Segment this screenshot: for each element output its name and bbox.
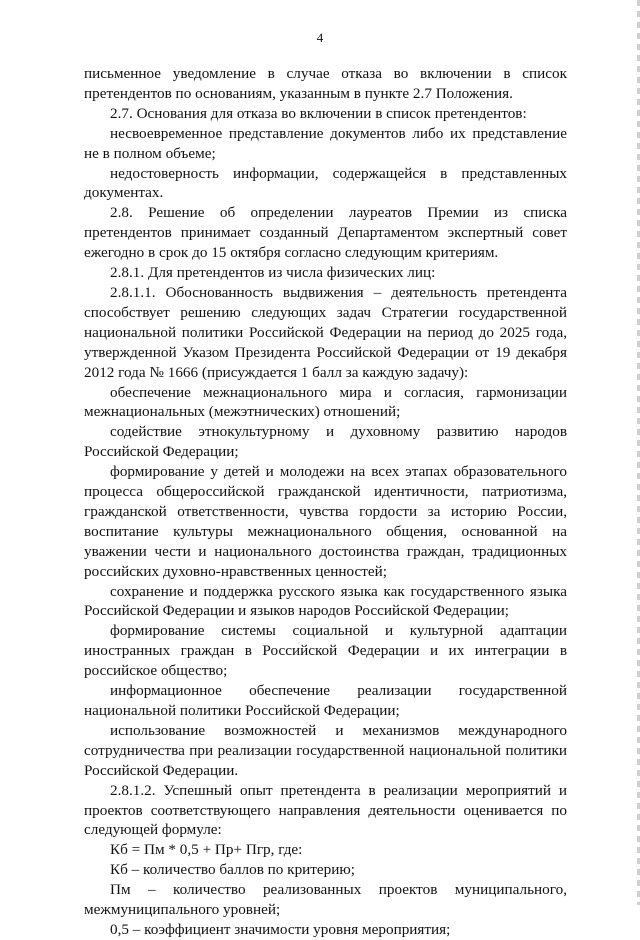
paragraph: письменное уведомление в случае отказа во включении в список претендентов по основаниям, указанным в пункте 2.7 Положения. [84,65,567,102]
document-body [84,64,567,940]
formula-term: Пм – количество реализованных проектов муниципального, межмуниципального уровней; [84,881,567,919]
formula-term: 0,5 – коэффициент значимости уровня мероприятия; [110,920,451,938]
paragraph: несвоевременное представление документов либо их представление не в полном объеме; [84,124,567,162]
paragraph: 2.8. Решение об определении лауреатов Премии из списка претендентов принимает созданный Департаментом экспертный совет ежегодно в срок до 15 октября согласно следующим критериям. [84,204,567,262]
page-number: 4 [316,30,324,45]
paragraph: недостоверность информации, содержащейся в представленных документах. [84,164,567,202]
list-item: обеспечение межнационального мира и согласия, гармонизации межнациональных (межэтнических) отношений; [84,383,567,421]
paragraph: 2.8.1. Для претендентов из числа физических лиц: [110,264,436,282]
formula-term: Кб – количество баллов по критерию; [110,861,355,879]
list-item: формирование у детей и молодежи на всех этапах образовательного процесса общероссийской гражданской идентичности, патриотизма, гражданской ответственности, чувства гордости за историю России, воспитание культуры межнационального общения, основанной на уважении чести и национального достоинства граждан, традиционных российских духовно-нравственных ценностей; [84,463,567,580]
list-item: использование возможностей и механизмов международного сотрудничества при реализации государственной национальной политики Российской Федерации. [84,721,567,779]
paragraph: 2.8.1.2. Успешный опыт претендента в реализации мероприятий и проектов соответствующего направления деятельности оценивается по следующей формуле: [84,781,567,839]
list-item: содействие этнокультурному и духовному развитию народов Российской Федерации; [84,423,567,461]
paragraph: 2.7. Основания для отказа во включении в список претендентов: [110,104,527,122]
paragraph: 2.8.1.1. Обоснованность выдвижения – деятельность претендента способствует решению следующих задач Стратегии государственной национальной политики Российской Федерации на период до 2025 года, утвержденной Указом Президента Российской Федерации от 19 декабря 2012 года № 1666 (присуждается 1 балл за каждую задачу): [84,283,567,381]
list-item: формирование системы социальной и культурной адаптации иностранных граждан в Российской Федерации и их интеграции в российское общество; [84,622,567,680]
formula: Кб = Пм * 0,5 + Пр+ Пгр, где: [110,841,303,859]
list-item: сохранение и поддержка русского языка как государственного языка Российской Федерации и языков народов Российской Федерации; [84,582,567,620]
list-item: информационное обеспечение реализации государственной национальной политики Российской Федерации; [84,682,567,719]
